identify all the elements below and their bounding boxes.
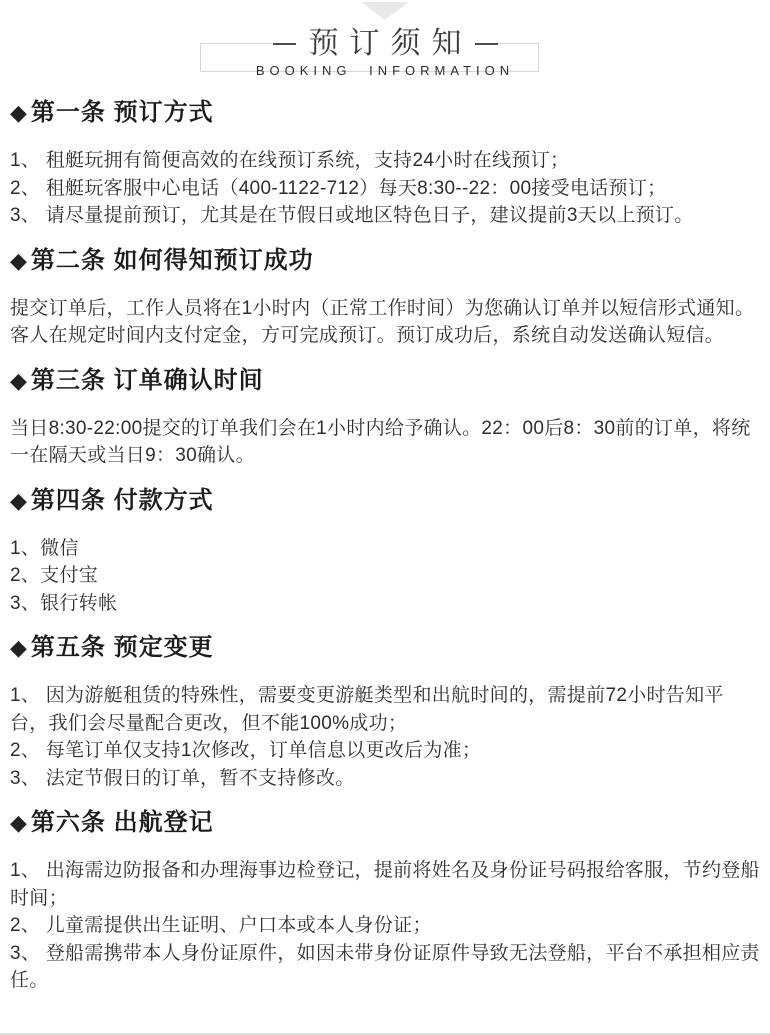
section-body — [10, 682, 760, 792]
text-line: 2、 租艇玩客服中心电话（400-1122-712）每天8:30--22：00接受电话预订； — [10, 177, 667, 199]
triangle-down-icon — [361, 2, 409, 20]
section-heading — [10, 635, 760, 661]
section-body — [10, 295, 760, 350]
section-heading — [10, 248, 760, 274]
text-line: 3、 法定节假日的订单，暂不支持修改。 — [10, 767, 355, 789]
diamond-icon: ◆ — [10, 247, 28, 273]
text-line: 2、支付宝 — [10, 565, 99, 586]
diamond-icon: ◆ — [10, 635, 28, 660]
section-heading — [10, 368, 760, 394]
text-line: 1、微信 — [10, 537, 79, 559]
section-title: 第二条 如何得知预订成功 — [30, 246, 314, 274]
bottom-divider — [0, 1033, 770, 1035]
diamond-icon: ◆ — [10, 487, 28, 513]
section-title: 第四条 付款方式 — [30, 486, 214, 514]
section-title: 第三条 订单确认时间 — [30, 366, 264, 394]
section-body — [10, 147, 760, 230]
section-title: 第六条 出航登记 — [30, 809, 214, 836]
text-line: 2、 儿童需提供出生证明、户口本或本人身份证； — [10, 915, 432, 936]
text-line: 当日8:30-22:00提交的订单我们会在1小时内给予确认。22：00后8：30前的订单，将统一在隔天或当日9：30确认。 — [10, 417, 751, 466]
section-heading — [10, 488, 760, 514]
section — [10, 470, 760, 618]
section-heading — [10, 100, 760, 126]
diamond-icon: ◆ — [10, 100, 28, 125]
section — [10, 792, 760, 995]
text-line: 3、 登船需携带本人身份证原件，如因未带身份证原件导致无法登船，平台不承担相应责任。 — [10, 942, 760, 991]
page-title: 预订须知 — [296, 26, 475, 62]
section-title: 第一条 预订方式 — [30, 99, 214, 126]
section — [10, 82, 760, 230]
diamond-icon: ◆ — [10, 810, 28, 835]
section — [10, 230, 760, 350]
section-title: 第五条 预定变更 — [30, 634, 214, 661]
page-header — [0, 0, 770, 82]
diamond-icon: ◆ — [10, 367, 28, 393]
text-line: 1、 租艇玩拥有简便高效的在线预订系统，支持24小时在线预订； — [10, 150, 570, 171]
right-dash-icon — [475, 43, 498, 45]
text-line: 提交订单后，工作人员将在1小时内（正常工作时间）为您确认订单并以短信形式通知。客人在规定时间内支付定金，方可完成预订。预订成功后，系统自动发送确认短信。 — [10, 297, 755, 346]
text-line: 2、 每笔订单仅支持1次修改，订单信息以更改后为准； — [10, 740, 482, 761]
left-dash-icon — [273, 43, 296, 45]
page-subtitle: BOOKING INFORMATION — [255, 63, 515, 78]
title-row — [0, 26, 770, 62]
section-body — [10, 857, 760, 995]
section — [10, 350, 760, 470]
text-line: 1、 因为游艇租赁的特殊性，需要变更游艇类型和出航时间的，需提前72小时告知平台，我们会尽量配合更改，但不能100%成功； — [10, 685, 724, 734]
section-heading — [10, 810, 760, 836]
text-line: 3、 请尽量提前预订，尤其是在节假日或地区特色日子，建议提前3天以上预订。 — [10, 205, 694, 226]
section-body — [10, 415, 760, 470]
text-line: 1、 出海需边防报备和办理海事边检登记，提前将姓名及身份证号码报给客服，节约登船时间； — [10, 860, 760, 909]
section — [10, 617, 760, 792]
sections — [0, 82, 770, 1035]
section-body — [10, 535, 760, 618]
text-line: 3、银行转帐 — [10, 592, 118, 614]
